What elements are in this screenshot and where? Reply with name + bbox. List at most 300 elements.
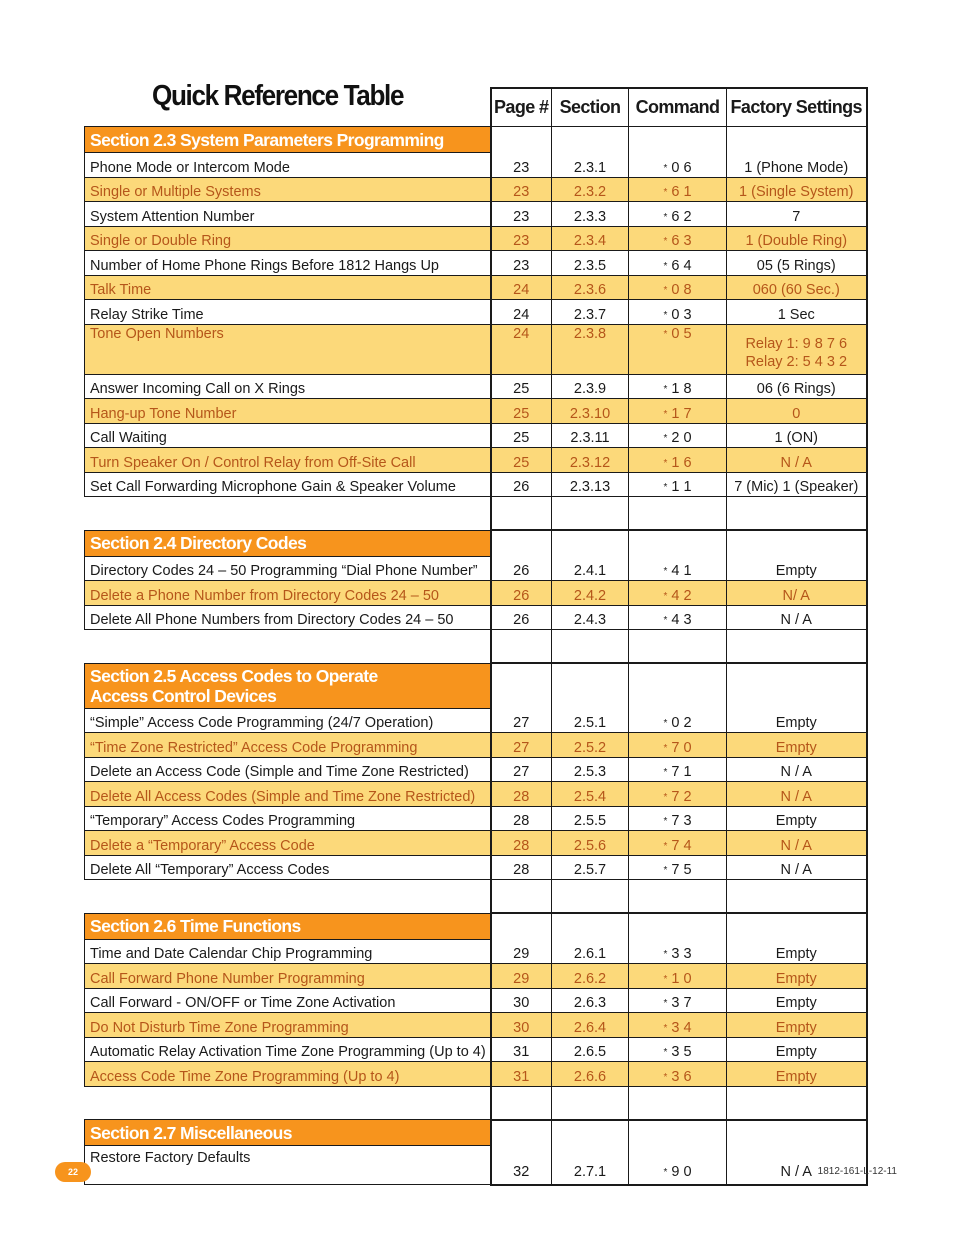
row-section: 2.3.9 <box>552 374 629 399</box>
header-command: Command <box>629 88 727 127</box>
star-icon: * <box>663 615 668 626</box>
table-row <box>85 1013 867 1038</box>
row-description: Phone Mode or Intercom Mode <box>85 153 491 178</box>
table-row <box>85 374 867 399</box>
row-command <box>629 324 727 374</box>
row-command <box>629 472 727 497</box>
row-factory-setting <box>727 300 867 325</box>
row-section: 2.5.1 <box>552 708 629 733</box>
section-heading <box>85 913 491 939</box>
row-command <box>629 605 727 630</box>
table-row <box>85 806 867 831</box>
row-description: Tone Open Numbers <box>85 324 491 374</box>
header-blank <box>85 88 491 127</box>
command-digits: 0 6 <box>671 159 692 176</box>
row-factory-setting <box>727 988 867 1013</box>
row-page: 32 <box>491 1146 552 1185</box>
spacer-cell <box>727 1086 867 1120</box>
row-factory-setting <box>727 374 867 399</box>
row-command <box>629 448 727 473</box>
row-description: Automatic Relay Activation Time Zone Programming (Up to 4) <box>85 1037 491 1062</box>
factory-value: Empty <box>775 739 817 756</box>
command-digits: 0 5 <box>671 325 692 342</box>
row-description: Call Forward Phone Number Programming <box>85 964 491 989</box>
row-command <box>629 988 727 1013</box>
empty-cell <box>629 663 727 708</box>
row-page: 23 <box>491 177 552 202</box>
command-digits: 6 1 <box>671 184 692 200</box>
row-page: 28 <box>491 855 552 880</box>
command-digits: 0 3 <box>671 306 692 323</box>
row-section: 2.6.5 <box>552 1037 629 1062</box>
spacer-cell <box>491 630 552 664</box>
empty-cell <box>491 1120 552 1146</box>
row-factory-setting <box>727 153 867 178</box>
row-description: Delete All Access Codes (Simple and Time Zone Restricted) <box>85 782 491 807</box>
command-digits: 0 2 <box>671 715 692 731</box>
star-icon: * <box>663 260 668 272</box>
row-description: Turn Speaker On / Control Relay from Off-Site Call <box>85 448 491 473</box>
row-command <box>629 275 727 300</box>
row-command <box>629 939 727 964</box>
row-section: 2.7.1 <box>552 1146 629 1185</box>
empty-cell <box>552 530 629 556</box>
row-page: 26 <box>491 581 552 606</box>
row-factory-setting <box>727 226 867 251</box>
table-row <box>85 733 867 758</box>
row-section: 2.4.1 <box>552 556 629 581</box>
row-factory-setting <box>727 581 867 606</box>
row-factory-setting <box>727 1062 867 1087</box>
row-section: 2.3.8 <box>552 324 629 374</box>
quick-reference-table <box>84 87 868 1186</box>
section-heading-line: Access Control Devices <box>90 685 277 706</box>
star-icon: * <box>663 328 668 340</box>
row-factory-setting <box>727 202 867 227</box>
row-factory-setting <box>727 1146 867 1185</box>
empty-cell <box>491 913 552 939</box>
row-section: 2.4.2 <box>552 581 629 606</box>
row-page: 26 <box>491 472 552 497</box>
table-row <box>85 855 867 880</box>
star-icon: * <box>663 767 668 778</box>
row-factory-setting <box>727 472 867 497</box>
command-digits: 3 5 <box>671 1044 692 1060</box>
star-icon: * <box>663 482 668 493</box>
row-command <box>629 177 727 202</box>
row-page: 27 <box>491 757 552 782</box>
table-row <box>85 448 867 473</box>
section-header-row <box>85 1120 867 1146</box>
star-icon: * <box>663 457 668 469</box>
command-digits: 1 7 <box>671 405 692 422</box>
command-digits: 4 1 <box>671 563 692 579</box>
row-command <box>629 733 727 758</box>
section-heading-line: Section 2.7 Miscellaneous <box>90 1122 292 1143</box>
empty-cell <box>552 663 629 708</box>
row-factory-setting <box>727 939 867 964</box>
empty-cell <box>629 127 727 153</box>
section-heading-line: Section 2.4 Directory Codes <box>90 533 307 553</box>
star-icon: * <box>663 1071 668 1083</box>
empty-cell <box>491 530 552 556</box>
row-command <box>629 374 727 399</box>
row-page: 28 <box>491 831 552 856</box>
row-page: 28 <box>491 806 552 831</box>
star-icon: * <box>663 1022 668 1034</box>
row-description: “Time Zone Restricted” Access Code Programming <box>85 733 491 758</box>
table-row <box>85 1062 867 1087</box>
star-icon: * <box>663 840 668 852</box>
factory-value: Relay 1: 9 8 7 6 <box>745 335 848 352</box>
command-digits: 1 8 <box>671 381 692 397</box>
command-digits: 7 4 <box>671 837 692 854</box>
spacer-cell <box>491 880 552 914</box>
spacer-row <box>85 497 867 531</box>
table-row <box>85 782 867 807</box>
empty-cell <box>727 913 867 939</box>
table-row <box>85 708 867 733</box>
section-header-row <box>85 913 867 939</box>
row-section: 2.6.4 <box>552 1013 629 1038</box>
command-digits: 7 5 <box>671 862 692 878</box>
row-command <box>629 964 727 989</box>
table-row <box>85 939 867 964</box>
star-icon: * <box>663 865 668 876</box>
empty-cell <box>552 1120 629 1146</box>
row-page: 31 <box>491 1062 552 1087</box>
spacer-cell <box>629 880 727 914</box>
row-description: Delete a Phone Number from Directory Codes 24 – 50 <box>85 581 491 606</box>
row-command <box>629 855 727 880</box>
factory-value: 1 (ON) <box>774 430 818 446</box>
row-description: Call Waiting <box>85 423 491 448</box>
table-row <box>85 605 867 630</box>
row-description: “Simple” Access Code Programming (24/7 Operation) <box>85 708 491 733</box>
star-icon: * <box>663 384 668 395</box>
row-factory-setting <box>727 708 867 733</box>
row-description: Single or Double Ring <box>85 226 491 251</box>
command-digits: 4 2 <box>671 587 692 604</box>
factory-value: Empty <box>775 1068 817 1085</box>
star-icon: * <box>663 742 668 754</box>
section-heading-line: Section 2.6 Time Functions <box>90 916 301 936</box>
factory-value: N / A <box>780 1163 812 1180</box>
row-section: 2.4.3 <box>552 605 629 630</box>
star-icon: * <box>663 566 668 577</box>
star-icon: * <box>663 162 668 174</box>
star-icon: * <box>663 1047 668 1058</box>
command-digits: 4 3 <box>671 612 692 628</box>
row-description: Restore Factory Defaults <box>85 1146 491 1185</box>
table-row <box>85 472 867 497</box>
table-row <box>85 153 867 178</box>
spacer-cell <box>85 497 491 531</box>
command-digits: 3 7 <box>671 995 692 1011</box>
row-factory-setting <box>727 275 867 300</box>
empty-cell <box>727 127 867 153</box>
row-factory-setting <box>727 782 867 807</box>
factory-value: 060 (60 Sec.) <box>752 282 840 298</box>
factory-value: N / A <box>780 837 812 854</box>
row-description: Single or Multiple Systems <box>85 177 491 202</box>
table-row <box>85 177 867 202</box>
row-command <box>629 300 727 325</box>
factory-value: 05 (5 Rings) <box>756 257 836 274</box>
table-row <box>85 556 867 581</box>
row-command <box>629 581 727 606</box>
factory-value: 7 (Mic) 1 (Speaker) <box>734 479 859 495</box>
row-section: 2.5.5 <box>552 806 629 831</box>
row-description: Time and Date Calendar Chip Programming <box>85 939 491 964</box>
spacer-cell <box>85 880 491 914</box>
star-icon: * <box>663 949 668 960</box>
row-command <box>629 556 727 581</box>
row-factory-setting <box>727 855 867 880</box>
table-row <box>85 300 867 325</box>
row-page: 23 <box>491 202 552 227</box>
row-section: 2.6.6 <box>552 1062 629 1087</box>
row-factory-setting <box>727 964 867 989</box>
empty-cell <box>552 913 629 939</box>
table-header-row <box>85 88 867 127</box>
row-factory-setting <box>727 757 867 782</box>
row-page: 23 <box>491 226 552 251</box>
command-digits: 7 3 <box>671 813 692 829</box>
empty-cell <box>491 127 552 153</box>
row-section: 2.3.11 <box>552 423 629 448</box>
spacer-cell <box>727 497 867 531</box>
factory-value: N / A <box>780 862 812 878</box>
spacer-cell <box>727 880 867 914</box>
row-section: 2.3.1 <box>552 153 629 178</box>
star-icon: * <box>663 973 668 985</box>
section-header-row <box>85 663 867 708</box>
table-row <box>85 581 867 606</box>
row-page: 24 <box>491 275 552 300</box>
section-header-row <box>85 530 867 556</box>
row-section: 2.3.2 <box>552 177 629 202</box>
command-digits: 2 0 <box>671 430 692 446</box>
row-page: 26 <box>491 605 552 630</box>
star-icon: * <box>663 285 668 296</box>
row-section: 2.6.2 <box>552 964 629 989</box>
spacer-cell <box>629 630 727 664</box>
header-section: Section <box>552 88 629 127</box>
factory-value: N / A <box>780 788 812 805</box>
page-title: Quick Reference Table <box>152 80 404 112</box>
factory-value: 1 (Single System) <box>739 184 854 200</box>
spacer-row <box>85 1086 867 1120</box>
command-digits: 6 4 <box>671 257 692 274</box>
empty-cell <box>629 1120 727 1146</box>
command-digits: 7 1 <box>671 764 692 780</box>
command-digits: 3 4 <box>671 1019 692 1036</box>
factory-value: 06 (6 Rings) <box>756 381 836 397</box>
table-row <box>85 964 867 989</box>
row-page: 25 <box>491 423 552 448</box>
row-page: 24 <box>491 300 552 325</box>
row-factory-setting <box>727 423 867 448</box>
row-section: 2.5.3 <box>552 757 629 782</box>
spacer-cell <box>552 880 629 914</box>
page-number-badge: 22 <box>55 1162 91 1182</box>
table-row <box>85 757 867 782</box>
factory-value: Empty <box>775 995 817 1011</box>
row-section: 2.3.7 <box>552 300 629 325</box>
empty-cell <box>727 663 867 708</box>
table-row <box>85 423 867 448</box>
factory-value: 1 (Double Ring) <box>745 233 848 249</box>
row-factory-setting <box>727 605 867 630</box>
row-factory-setting <box>727 448 867 473</box>
row-description: Delete All Phone Numbers from Directory Codes 24 – 50 <box>85 605 491 630</box>
row-page: 28 <box>491 782 552 807</box>
row-description: Talk Time <box>85 275 491 300</box>
row-page: 27 <box>491 708 552 733</box>
command-digits: 0 8 <box>671 282 692 298</box>
row-factory-setting <box>727 399 867 424</box>
row-command <box>629 202 727 227</box>
factory-value: Empty <box>775 1019 817 1036</box>
row-factory-setting <box>727 324 867 374</box>
row-command <box>629 251 727 276</box>
row-factory-setting <box>727 806 867 831</box>
command-digits: 7 2 <box>671 788 692 805</box>
section-heading <box>85 663 491 708</box>
row-factory-setting <box>727 177 867 202</box>
row-section: 2.5.4 <box>552 782 629 807</box>
row-command <box>629 399 727 424</box>
row-command <box>629 757 727 782</box>
row-factory-setting <box>727 251 867 276</box>
spacer-cell <box>85 630 491 664</box>
row-description: Hang-up Tone Number <box>85 399 491 424</box>
factory-value: Empty <box>775 813 817 829</box>
row-section: 2.3.12 <box>552 448 629 473</box>
row-section: 2.3.4 <box>552 226 629 251</box>
spacer-cell <box>85 1086 491 1120</box>
star-icon: * <box>663 718 668 729</box>
header-factory-settings: Factory Settings <box>727 88 867 127</box>
row-command <box>629 226 727 251</box>
factory-value: Empty <box>775 1044 817 1060</box>
table-row <box>85 831 867 856</box>
star-icon: * <box>663 816 668 827</box>
star-icon: * <box>663 236 668 247</box>
factory-value: Empty <box>775 563 817 579</box>
factory-value: Empty <box>775 715 817 731</box>
star-icon: * <box>663 433 668 444</box>
factory-value: N / A <box>780 764 812 780</box>
row-section: 2.5.2 <box>552 733 629 758</box>
document-code: 1812-161-L-12-11 <box>817 1166 897 1177</box>
row-command <box>629 153 727 178</box>
row-description: Delete a “Temporary” Access Code <box>85 831 491 856</box>
star-icon: * <box>663 791 668 803</box>
row-description: “Temporary” Access Codes Programming <box>85 806 491 831</box>
star-icon: * <box>663 309 668 321</box>
section-heading <box>85 127 491 153</box>
star-icon: * <box>663 1166 668 1178</box>
row-page: 23 <box>491 153 552 178</box>
table-row <box>85 275 867 300</box>
empty-cell <box>727 1120 867 1146</box>
spacer-cell <box>629 1086 727 1120</box>
command-digits: 1 6 <box>671 454 692 471</box>
section-heading <box>85 1120 491 1146</box>
star-icon: * <box>663 211 668 223</box>
row-description: Call Forward - ON/OFF or Time Zone Activation <box>85 988 491 1013</box>
row-command <box>629 1037 727 1062</box>
factory-value: N/ A <box>782 587 810 604</box>
row-description: Answer Incoming Call on X Rings <box>85 374 491 399</box>
table-row <box>85 324 867 374</box>
factory-value: 1 (Phone Mode) <box>744 159 849 176</box>
row-factory-setting <box>727 1037 867 1062</box>
row-page: 25 <box>491 399 552 424</box>
spacer-cell <box>552 497 629 531</box>
command-digits: 1 0 <box>671 970 692 987</box>
command-digits: 7 0 <box>671 739 692 756</box>
row-factory-setting <box>727 556 867 581</box>
row-command <box>629 806 727 831</box>
spacer-cell <box>629 497 727 531</box>
row-description: Do Not Disturb Time Zone Programming <box>85 1013 491 1038</box>
star-icon: * <box>663 408 668 420</box>
table-row <box>85 226 867 251</box>
row-factory-setting <box>727 831 867 856</box>
factory-value: 0 <box>792 405 801 422</box>
row-page: 30 <box>491 988 552 1013</box>
row-page: 30 <box>491 1013 552 1038</box>
table-row <box>85 1037 867 1062</box>
row-factory-setting <box>727 733 867 758</box>
row-section: 2.3.13 <box>552 472 629 497</box>
row-section: 2.6.1 <box>552 939 629 964</box>
spacer-row <box>85 880 867 914</box>
row-section: 2.3.10 <box>552 399 629 424</box>
row-section: 2.5.6 <box>552 831 629 856</box>
spacer-cell <box>491 497 552 531</box>
row-command <box>629 782 727 807</box>
spacer-cell <box>552 630 629 664</box>
row-command <box>629 1013 727 1038</box>
table-row <box>85 1146 867 1185</box>
row-description: System Attention Number <box>85 202 491 227</box>
row-page: 25 <box>491 374 552 399</box>
command-digits: 6 3 <box>671 233 692 249</box>
row-command <box>629 1146 727 1185</box>
row-command <box>629 708 727 733</box>
factory-value: N / A <box>780 612 812 628</box>
row-section: 2.3.3 <box>552 202 629 227</box>
row-section: 2.5.7 <box>552 855 629 880</box>
row-command <box>629 831 727 856</box>
section-heading <box>85 530 491 556</box>
command-digits: 6 2 <box>671 208 692 225</box>
command-digits: 1 1 <box>671 479 692 495</box>
row-factory-setting <box>727 1013 867 1038</box>
star-icon: * <box>663 998 668 1009</box>
empty-cell <box>727 530 867 556</box>
row-section: 2.3.6 <box>552 275 629 300</box>
star-icon: * <box>663 187 668 198</box>
table-row <box>85 251 867 276</box>
row-page: 26 <box>491 556 552 581</box>
table-row <box>85 988 867 1013</box>
empty-cell <box>629 913 727 939</box>
